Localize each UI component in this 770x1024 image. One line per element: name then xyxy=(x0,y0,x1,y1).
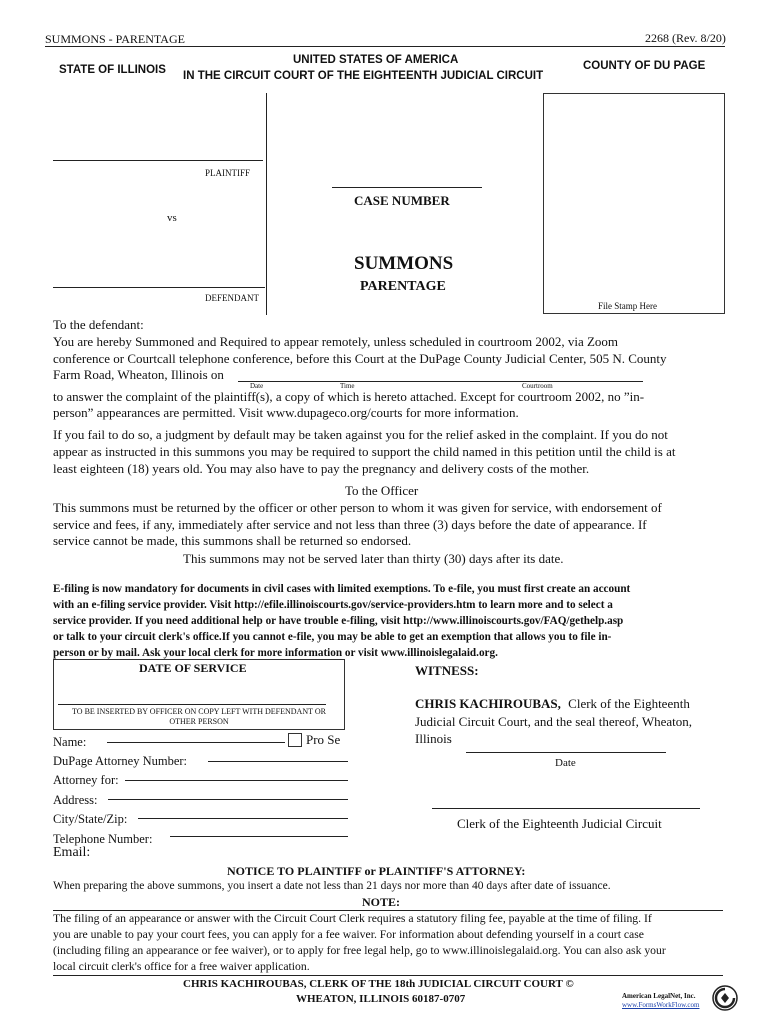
witness-label: WITNESS: xyxy=(415,663,479,678)
attorney-number-label: DuPage Attorney Number: xyxy=(53,754,188,768)
service-note-line1: TO BE INSERTED BY OFFICER ON COPY LEFT WITH DEFENDANT OR xyxy=(72,707,326,716)
note-line1: The filing of an appearance or answer with the Circuit Court Clerk requires a statutory filing fee, payable at the time of filing. If xyxy=(53,912,652,925)
telephone-field[interactable] xyxy=(170,836,348,837)
name-label: Name: xyxy=(53,735,87,749)
state-heading: STATE OF ILLINOIS xyxy=(59,64,166,76)
witness-line1 xyxy=(415,696,690,712)
witness-line3: Illinois xyxy=(415,731,452,746)
document-title: SUMMONS xyxy=(354,253,454,274)
service-note xyxy=(58,707,340,727)
para1-line3: Farm Road, Wheaton, Illinois on xyxy=(53,367,224,382)
efile-line4: or talk to your circuit clerk's office.If you cannot e-file, you may be able to get an exemption that allows you to file in- xyxy=(53,631,612,643)
para2-line1: If you fail to do so, a judgment by default may be taken against you for the relief asked in the complaint. If you do not xyxy=(53,427,668,442)
service-note-line2: OTHER PERSON xyxy=(169,717,229,726)
para2-line2: appear as instructed in this summons you may be required to support the child named in this petition until the child is at xyxy=(53,444,676,459)
document-subtitle: PARENTAGE xyxy=(360,279,446,294)
defendant-label: DEFENDANT xyxy=(205,293,259,303)
pro-se-label: Pro Se xyxy=(306,732,341,747)
para1-line4: to answer the complaint of the plaintiff(s), a copy of which is hereto attached. Except for courtroom 2002, no ”in- xyxy=(53,389,645,404)
case-number-line[interactable] xyxy=(332,187,482,188)
form-number: 2268 (Rev. 8/20) xyxy=(645,31,726,45)
caption-divider xyxy=(266,93,267,315)
note-heading: NOTE: xyxy=(362,895,401,909)
vs-label: vs xyxy=(167,212,177,224)
para3-line3: service cannot be made, this summons shall be returned so endorsed. xyxy=(53,533,412,548)
plaintiff-line[interactable] xyxy=(53,160,263,161)
para3-line1: This summons must be returned by the officer or other person to whom it was given for service, with endorsement of xyxy=(53,500,662,515)
footer-line2: WHEATON, ILLINOIS 60187-0707 xyxy=(296,993,466,1005)
clerk-signature-line[interactable] xyxy=(432,808,700,809)
file-stamp-label: File Stamp Here xyxy=(598,301,657,311)
date-of-service-label: DATE OF SERVICE xyxy=(139,661,247,675)
note-line3: (including filing an appearance or fee waiver), or to apply for free legal help, go to www.illinoislegalaid.org. You can also ask your xyxy=(53,944,666,957)
para3-line4: This summons may not be served later than thirty (30) days after its date. xyxy=(183,551,564,566)
para1-line5: person” appearances are permitted. Visit www.dupageco.org/courts for more information. xyxy=(53,405,519,420)
telephone-label: Telephone Number: xyxy=(53,832,153,846)
email-label: Email: xyxy=(53,845,91,860)
clerk-label: Clerk of the Eighteenth Judicial Circuit xyxy=(457,816,662,831)
notice-heading: NOTICE TO PLAINTIFF or PLAINTIFF'S ATTORNEY: xyxy=(227,864,526,878)
to-officer: To the Officer xyxy=(345,483,419,498)
attorney-number-field[interactable] xyxy=(208,761,348,762)
form-title: SUMMONS - PARENTAGE xyxy=(45,32,185,46)
publisher-name: American LegalNet, Inc. xyxy=(622,992,696,1000)
pro-se-checkbox[interactable] xyxy=(288,733,302,747)
footer-divider xyxy=(53,975,723,976)
time-sublabel: Time xyxy=(340,382,355,390)
efile-line5: person or by mail. Ask your local clerk for more information or visit www.illinoislegalaid.org. xyxy=(53,647,498,659)
notice-text: When preparing the above summons, you insert a date not less than 21 days nor more than 40 days after date of issuance. xyxy=(53,880,611,892)
efile-line2: with an e-filing service provider. Visit http://efile.illinoiscourts.gov/service-providers.htm to learn more and to select a xyxy=(53,599,613,611)
case-number-label: CASE NUMBER xyxy=(354,193,450,208)
service-date-line[interactable] xyxy=(58,704,326,705)
date-sublabel: Date xyxy=(250,382,264,390)
name-field[interactable] xyxy=(107,742,285,743)
publisher-link[interactable]: www.FormsWorkFlow.com xyxy=(622,1001,700,1009)
defendant-line[interactable] xyxy=(53,287,265,288)
witness-line2: Judicial Circuit Court, and the seal thereof, Wheaton, xyxy=(415,714,693,729)
file-stamp-box xyxy=(543,93,725,314)
clerk-name: CHRIS KACHIROUBAS, xyxy=(415,696,561,711)
to-defendant: To the defendant: xyxy=(53,317,144,332)
para1-line2: conference or Courtcall telephone conference, before this Court at the DuPage County Judicial Center, 505 N. County xyxy=(53,351,667,366)
para3-line2: service and fees, if any, immediately after service and not less than three (3) days before the date of appearance. If xyxy=(53,517,647,532)
county-heading: COUNTY OF DU PAGE xyxy=(583,60,706,72)
efile-line1: E-filing is now mandatory for documents in civil cases with limited exemptions. To e-file, you must first create an account xyxy=(53,583,631,595)
witness-date-line[interactable] xyxy=(466,752,666,753)
court-heading: IN THE CIRCUIT COURT OF THE EIGHTEENTH JUDICIAL CIRCUIT xyxy=(183,70,544,82)
witness-line1-rest: Clerk of the Eighteenth xyxy=(568,696,690,711)
appearance-date-line[interactable] xyxy=(238,381,643,382)
attorney-for-field[interactable] xyxy=(125,780,348,781)
note-body xyxy=(53,911,666,975)
country-heading: UNITED STATES OF AMERICA xyxy=(293,54,459,66)
address-field[interactable] xyxy=(108,799,348,800)
courtroom-sublabel: Courtroom xyxy=(522,382,553,390)
city-field[interactable] xyxy=(138,818,348,819)
attorney-for-label: Attorney for: xyxy=(53,773,119,787)
city-label: City/State/Zip: xyxy=(53,812,128,826)
publisher-logo-icon xyxy=(712,985,738,1011)
header-divider xyxy=(45,46,725,47)
witness-date-label: Date xyxy=(555,757,576,769)
plaintiff-label: PLAINTIFF xyxy=(205,168,251,178)
efile-line3: service provider. If you need additional help or have trouble e-filing, visit http://www.illinoiscourts.gov/FAQ/gethelp.asp xyxy=(53,615,624,627)
para2-line3: least eighteen (18) years old. You may also have to pay the pregnancy and delivery costs of the mother. xyxy=(53,461,590,476)
address-label: Address: xyxy=(53,793,98,807)
note-line4: local circuit clerk's office for a free waiver application. xyxy=(53,960,310,973)
note-line2: you are unable to pay your court fees, you can apply for a fee waiver. For information about defending yourself in a court case xyxy=(53,928,644,941)
para1-line1: You are hereby Summoned and Required to appear remotely, unless scheduled in courtroom 2002, via Zoom xyxy=(53,334,619,349)
footer-line1: CHRIS KACHIROUBAS, CLERK OF THE 18th JUDICIAL CIRCUIT COURT © xyxy=(183,978,574,990)
